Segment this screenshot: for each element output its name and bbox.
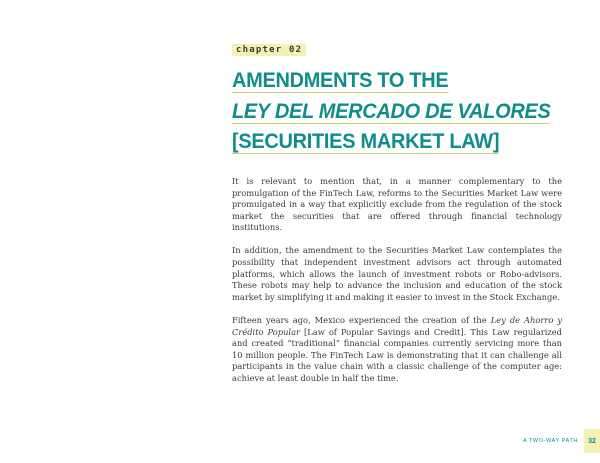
body-text — [232, 176, 562, 396]
title-line-1: AMENDMENTS TO THE — [232, 69, 449, 92]
title-line-2: LEY DEL MERCADO DE VALORES — [232, 99, 551, 123]
paragraph-1: It is relevant to mention that, in a manner complementary to the promulgation of the FinTech Law, reforms to the Securities Market Law were promulgated in a way that explicitly exclude from the regulation of the stock market the securities that are offered through financial technology institutions. — [232, 176, 562, 233]
page-number: 32 — [584, 429, 600, 453]
page-title — [232, 66, 551, 158]
paragraph-2: In addition, the amendment to the Securities Market Law contemplates the possibility that independent investment advisors act through automated platforms, which allows the launch of investment robots or Robo-advisors. These robots may help to advance the inclusion and education of the stock market by simplifying it and making it easier to invest in the Stock Exchange. — [232, 245, 562, 302]
chapter-label: chapter 02 — [232, 44, 306, 56]
title-line-3: [SECURITIES MARKET LAW] — [232, 130, 500, 153]
paragraph-3: Fifteen years ago, Mexico experienced the creation of the Ley de Ahorro y Crédito Popular [Law of Popular Savings and Credit]. This Law regularized and created “traditional” financial companies currently servicing more than 10 million people. The FinTech Law is demonstrating that it can challenge all participants in the value chain with a classic challenge of the computer age: achieve at least double in half the time. — [232, 314, 563, 383]
page-footer — [523, 429, 600, 453]
law-name-italic: Ley de Ahorro y Crédito Popular — [232, 314, 563, 337]
footer-label: A TWO-WAY PATH — [522, 438, 578, 444]
